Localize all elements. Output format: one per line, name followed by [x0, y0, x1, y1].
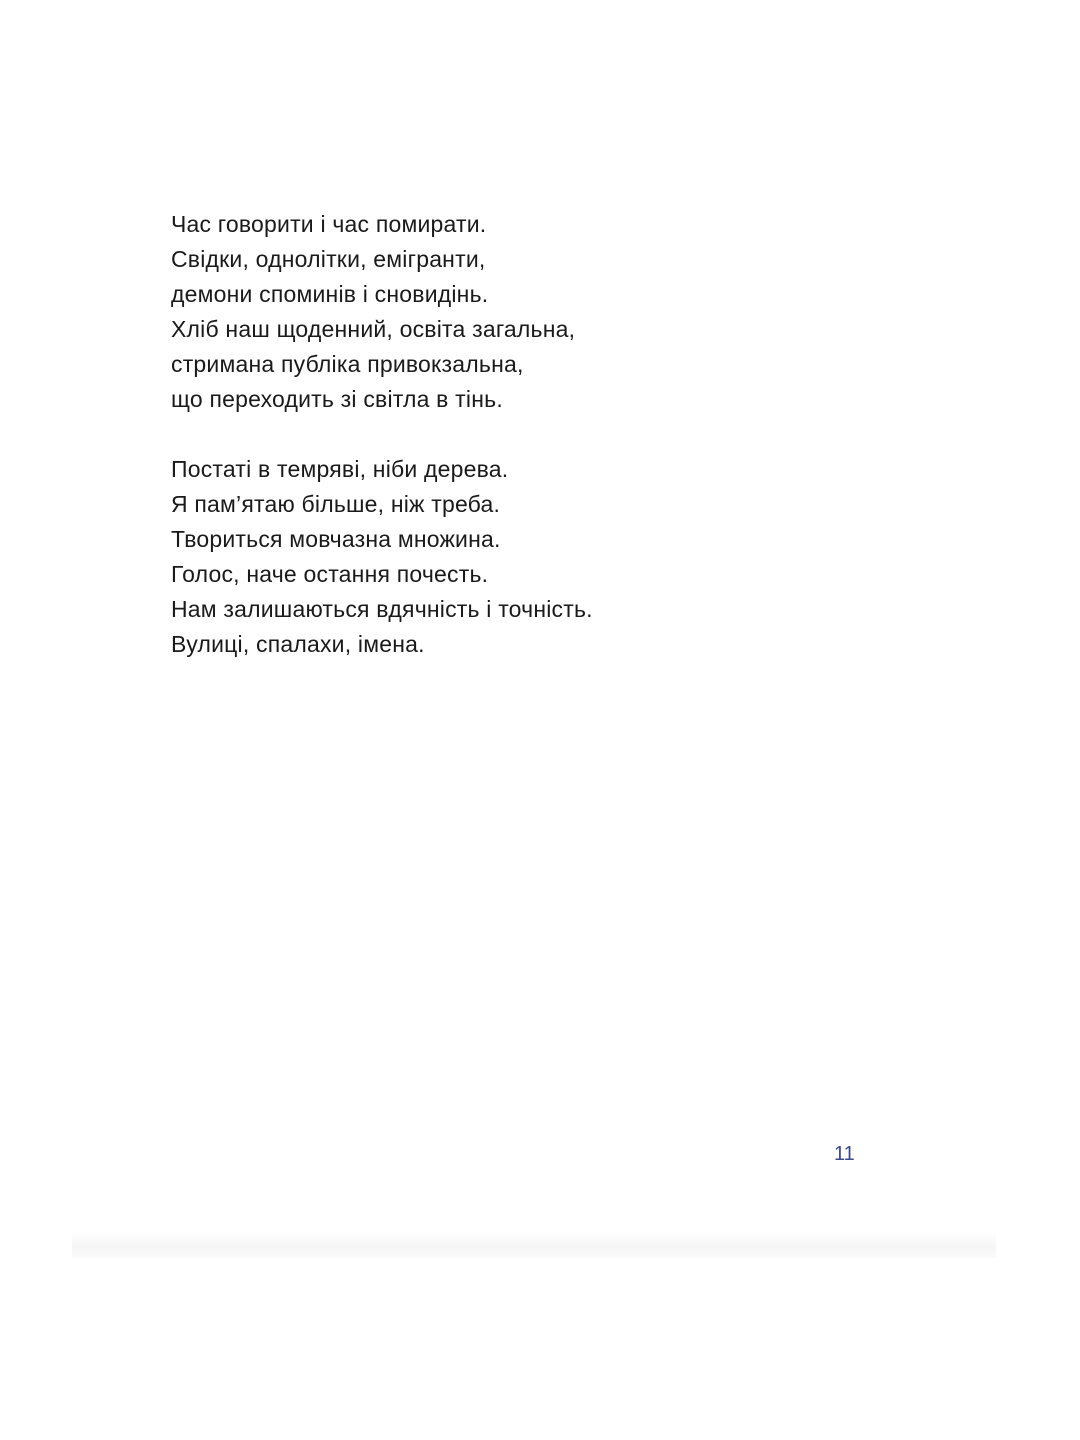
stanza-2 — [171, 452, 931, 662]
page-number: 11 — [834, 1143, 855, 1165]
page-bottom-edge — [72, 1232, 996, 1258]
poem-line: стримана публіка привокзальна, — [171, 351, 524, 377]
poem-line: Хліб наш щоденний, освіта загальна, — [171, 316, 576, 342]
poem-line: Нам залишаються вдячність і точність. — [171, 596, 593, 622]
poem-line: Постаті в темряві, ніби дерева. — [171, 456, 509, 482]
poem-line: Голос, наче остання почесть. — [171, 561, 489, 587]
poem-line: демони споминів і сновидінь. — [171, 281, 489, 307]
poem-line: Вулиці, спалахи, імена. — [171, 631, 425, 657]
poem — [171, 207, 931, 662]
poem-line: що переходить зі світла в тінь. — [171, 386, 503, 412]
poem-line: Час говорити і час помирати. — [171, 211, 487, 237]
poem-line: Я пам’ятаю більше, ніж треба. — [171, 491, 501, 517]
poem-line: Свідки, однолітки, емігранти, — [171, 246, 486, 272]
stanza-1 — [171, 207, 931, 417]
poem-line: Твориться мовчазна множина. — [171, 526, 501, 552]
